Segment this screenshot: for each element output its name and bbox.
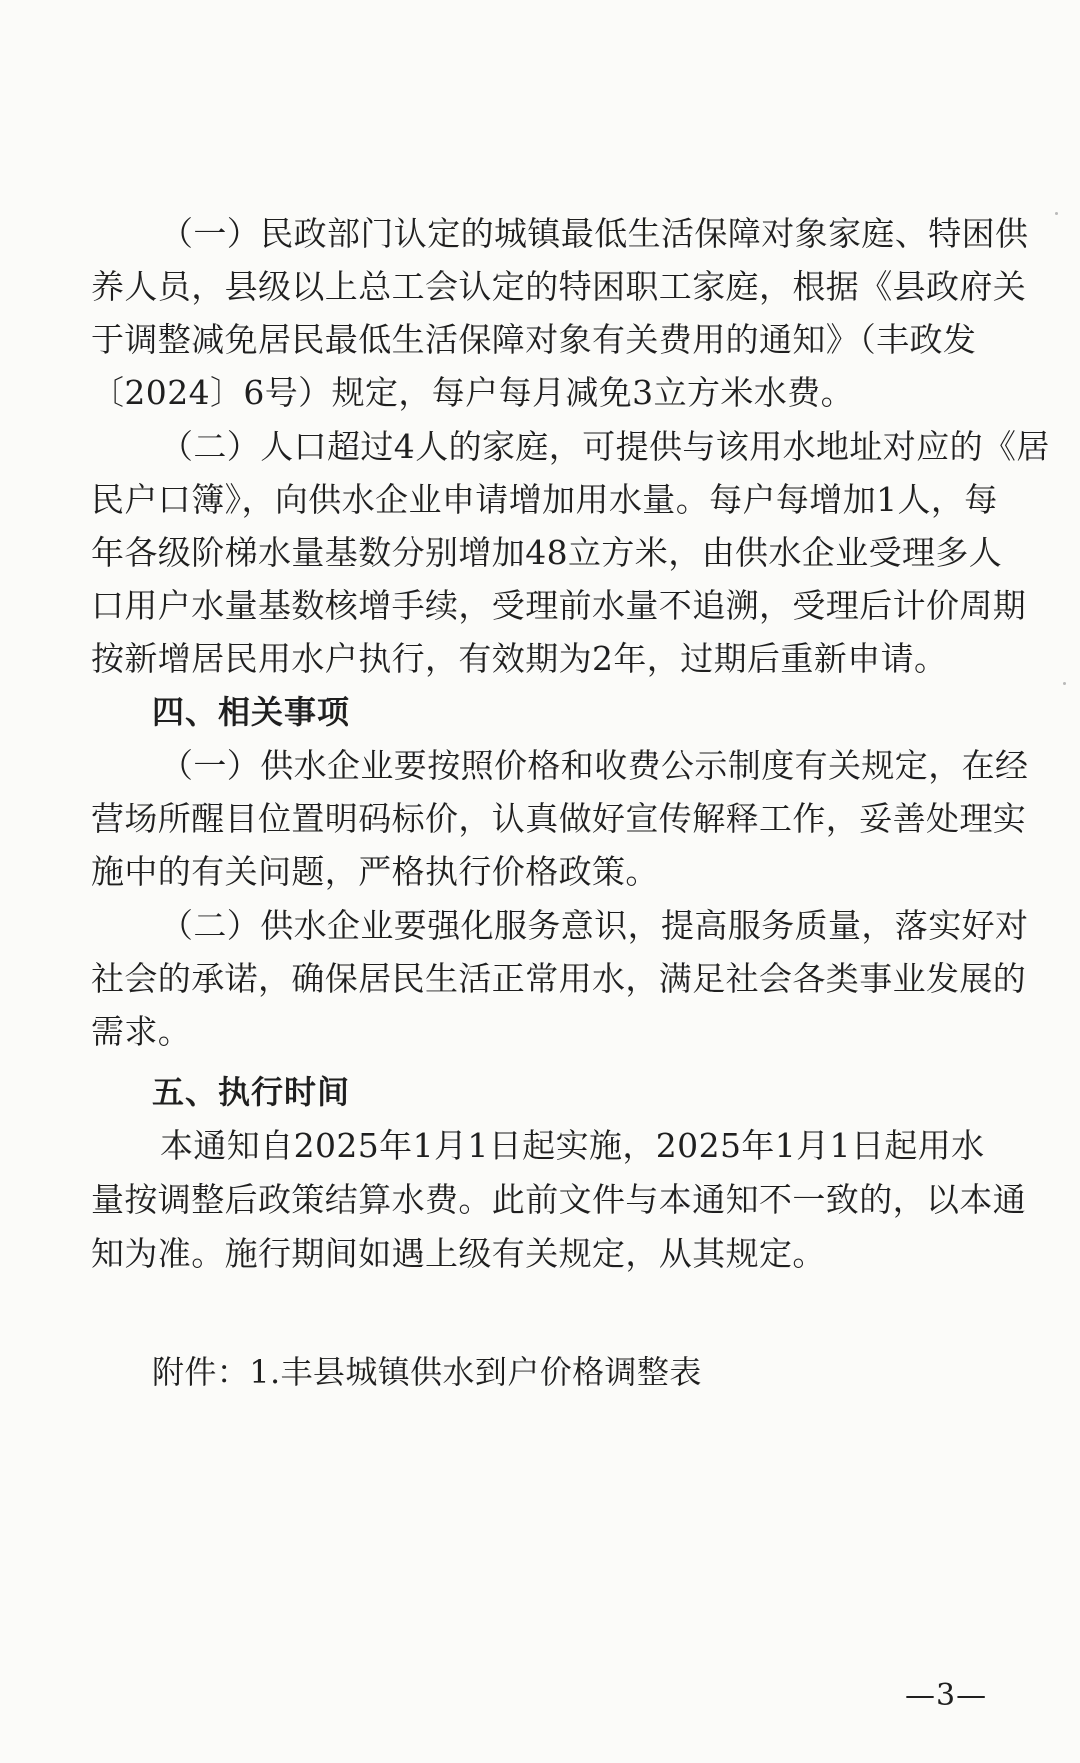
- scan-speck: [1055, 212, 1058, 215]
- paragraph-line: 按新增居民用水户执行，有效期为2年，过期后重新申请。: [91, 639, 948, 678]
- paragraph-line: （一）民政部门认定的城镇最低生活保障对象家庭、特困供: [160, 214, 1029, 253]
- paragraph-line: 年各级阶梯水量基数分别增加48立方米，由供水企业受理多人: [91, 533, 1003, 572]
- paragraph-line: 养人员，县级以上总工会认定的特困职工家庭，根据《县政府关: [91, 267, 1027, 306]
- scan-speck: [1063, 682, 1066, 685]
- paragraph-line: 需求。: [91, 1012, 192, 1051]
- paragraph-line: 民户口簿》，向供水企业申请增加用水量。每户每增加1人，每: [91, 480, 998, 519]
- paragraph-line: 社会的承诺，确保居民生活正常用水，满足社会各类事业发展的: [91, 959, 1027, 998]
- paragraph-line: 施中的有关问题，严格执行价格政策。: [91, 852, 659, 891]
- paragraph-line: 知为准。施行期间如遇上级有关规定，从其规定。: [91, 1234, 826, 1273]
- page-number: —3—: [905, 1678, 988, 1713]
- paragraph-line: 口用户水量基数核增手续，受理前水量不追溯，受理后计价周期: [91, 586, 1027, 625]
- paragraph-line: （二）人口超过4人的家庭，可提供与该用水地址对应的《居: [160, 427, 1050, 466]
- attachment-note: 附件：1.丰县城镇供水到户价格调整表: [152, 1353, 702, 1391]
- paragraph-line: 本通知自2025年1月1日起实施，2025年1月1日起用水: [160, 1126, 985, 1165]
- paragraph-line: 量按调整后政策结算水费。此前文件与本通知不一致的，以本通: [91, 1180, 1027, 1219]
- paragraph-line: 营场所醒目位置明码标价，认真做好宣传解释工作，妥善处理实: [91, 799, 1027, 838]
- paragraph-line: （二）供水企业要强化服务意识，提高服务质量，落实好对: [160, 906, 1029, 945]
- section-heading-related-matters: 四、相关事项: [152, 693, 351, 731]
- paragraph-line: 于调整减免居民最低生活保障对象有关费用的通知》（丰政发: [91, 320, 977, 359]
- section-heading-effective-date: 五、执行时间: [152, 1073, 351, 1111]
- paragraph-line: （一）供水企业要按照价格和收费公示制度有关规定，在经: [160, 746, 1029, 785]
- paragraph-line: 〔2024〕6号）规定，每户每月减免3立方米水费。: [91, 373, 854, 412]
